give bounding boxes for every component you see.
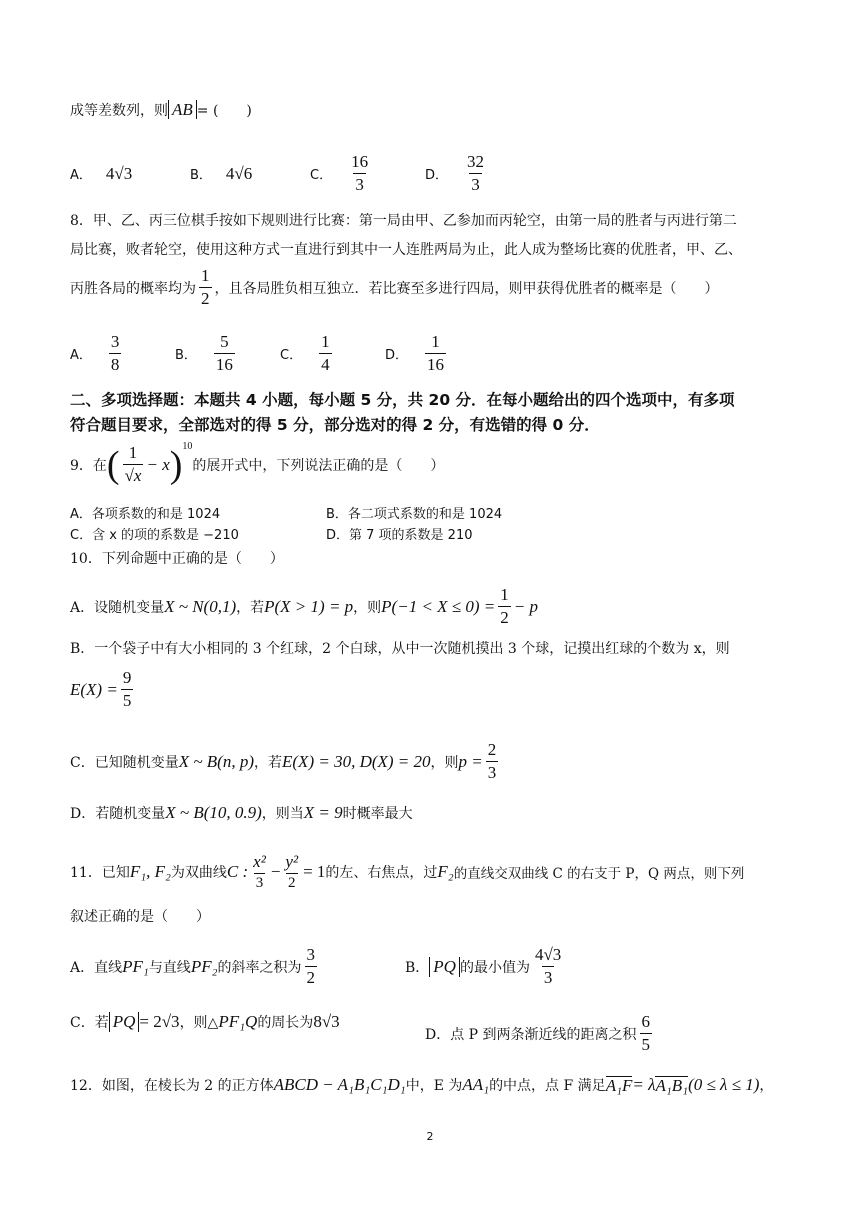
q7-option-a[interactable]: A． 4√3 <box>70 163 133 183</box>
q10-c-fraction: $\frac{2}{3}$ <box>487 740 497 782</box>
q10-stem: 10．下列命题中正确的是（ ） <box>70 551 284 567</box>
q8-option-b[interactable]: B． $\frac{5}{16}$ <box>175 332 233 374</box>
q9-option-d[interactable]: D．第 7 项的系数是 210 <box>326 528 473 543</box>
q11-x-fraction: $\frac{\text{x²}}{3}$ <box>253 852 266 891</box>
q7-option-d-fraction: $\frac{32}{3}$ <box>467 152 485 194</box>
q9-option-a[interactable]: A．各项系数的和是 1024 <box>70 507 221 522</box>
q9-option-c[interactable]: C．含 x 的项的系数是 −210 <box>70 528 239 543</box>
q7-option-b-value: 4√6 <box>225 163 253 183</box>
q8-option-c-fraction: $\frac{1}{4}$ <box>321 332 330 374</box>
q8-option-a-fraction: $\frac{3}{8}$ <box>110 332 120 374</box>
q9-option-b[interactable]: B．各二项式系数的和是 1024 <box>326 507 503 522</box>
q7-option-b[interactable]: B． 4√6 <box>190 163 253 183</box>
q12-vector-a1f: A₁F <box>605 1075 633 1095</box>
section-2-heading-line-1: 二、多项选择题：本题共 4 小题，每小题 5 分，共 20 分．在每小题给出的四个选项中，有多项 <box>70 391 735 409</box>
q11-a-fraction: $\frac{3}{2}$ <box>306 945 315 987</box>
q7-text-before: 成等差数列，则 <box>70 103 168 119</box>
q8-option-a[interactable]: A． $\frac{3}{8}$ <box>70 332 120 374</box>
q8-line-2: 局比赛，败者轮空，使用这种方式一直进行到其中一人连胜两局为止，此人成为整场比赛的优胜者，甲、乙、 <box>70 242 742 258</box>
q7-text-after: = ( ) <box>196 103 252 119</box>
q9-inner-fraction: $\frac{1}{√x}$ <box>124 443 142 485</box>
q10-b-fraction: $\frac{9}{5}$ <box>122 668 132 710</box>
q9-exponent: 10 <box>182 441 193 452</box>
q11-stem-line-2: 叙述正确的是（ ） <box>70 909 210 925</box>
q11-option-c[interactable]: C．若 PQ = 2√3 ，则△ PF₁Q 的周长为 8√3 <box>70 1012 340 1031</box>
q7-abs-ab: AB <box>168 100 197 119</box>
q10-option-a[interactable]: A．设随机变量 X ~ N(0,1) ，若 P(X > 1) = p ，则 P(−1 < X ≤ 0) = $\frac{1}{2}$ − p <box>70 585 538 627</box>
q10-option-d[interactable]: D．若随机变量 X ~ B(10, 0.9) ，则当 X = 9 时概率最大 <box>70 803 413 822</box>
q7-option-d[interactable]: D． $\frac{32}{3}$ <box>425 152 485 194</box>
q11-option-b[interactable]: B． PQ 的最小值为 $\frac{4√3}{3}$ <box>405 945 562 987</box>
q8-options <box>70 332 449 375</box>
q10-a-fraction: $\frac{1}{2}$ <box>500 585 509 627</box>
q7-option-c[interactable]: C． $\frac{16}{3}$ <box>310 152 369 194</box>
q7-tail-line <box>70 100 252 120</box>
q7-option-c-fraction: $\frac{16}{3}$ <box>351 152 369 194</box>
q10-option-b[interactable]: B．一个袋子中有大小相同的 3 个红球，2 个白球，从中一次随机摸出 3 个球，记摸出红球的个数为 x，则 <box>70 641 730 657</box>
q9-minus-x: − x <box>146 454 170 474</box>
q8-option-c[interactable]: C． $\frac{1}{4}$ <box>280 332 330 374</box>
q12-stem: 12．如图，在棱长为 2 的正方体 ABCD − A₁B₁C₁D₁ 中，E 为 AA₁ 的中点，点 F 满足 A₁F = λ A₁B₁ (0 ≤ λ ≤ 1) ， <box>70 1075 774 1095</box>
section-2-heading-line-2: 符合题目要求，全部选对的得 5 分，部分选对的得 2 分，有选错的得 0 分． <box>70 416 600 434</box>
q8-option-b-fraction: $\frac{5}{16}$ <box>215 332 233 374</box>
q7-option-a-value: 4√3 <box>105 163 133 183</box>
q11-option-d[interactable]: D．点 P 到两条渐近线的距离之积 $\frac{6}{5}$ <box>425 1012 651 1054</box>
q8-line-3: 丙胜各局的概率均为 $\frac{1}{2}$ ，且各局胜负相互独立．若比赛至多进行四局，则甲获得优胜者的概率是（ ） <box>70 266 719 308</box>
q12-vector-a1b1: A₁B₁ <box>655 1075 689 1095</box>
q8-line-1: 8．甲、乙、丙三位棋手按如下规则进行比赛：第一局由甲、乙参加而丙轮空，由第一局的胜者与丙进行第二 <box>70 213 737 229</box>
q8-option-d[interactable]: D． $\frac{1}{16}$ <box>385 332 445 374</box>
q8-half-fraction: $\frac{1}{2}$ <box>201 266 210 308</box>
q8-option-d-fraction: $\frac{1}{16}$ <box>427 332 445 374</box>
q7-options <box>70 152 489 195</box>
q11-stem-line-1: 11．已知 F₁, F₂ 为双曲线 C : $\frac{\text{x²}}{3}$ − $\frac{\text{y²}}{2}$ = 1 的左、右焦点，过 F₂ 的直线交双曲线 C 的右支于 P，Q 两点，则下列 <box>70 852 745 891</box>
q11-b-fraction: $\frac{4√3}{3}$ <box>534 945 562 987</box>
q10-option-c[interactable]: C．已知随机变量 X ~ B(n, p) ，若 E(X) = 30, D(X) = 20 ，则 p = $\frac{2}{3}$ <box>70 740 497 782</box>
q11-y-fraction: $\frac{\text{y²}}{2}$ <box>285 852 299 891</box>
page-number: 2 <box>426 1130 434 1143</box>
q11-d-fraction: $\frac{6}{5}$ <box>641 1012 651 1054</box>
q10-option-b-formula: E(X) = $\frac{9}{5}$ <box>70 668 132 710</box>
q11-option-a[interactable]: A．直线 PF₁ 与直线 PF₂ 的斜率之积为 $\frac{3}{2}$ <box>70 945 315 987</box>
q9-stem: 9．在 ( $\frac{1}{√x}$ − x ) 10 的展开式中，下列说法正确的是（ ） <box>70 441 445 486</box>
